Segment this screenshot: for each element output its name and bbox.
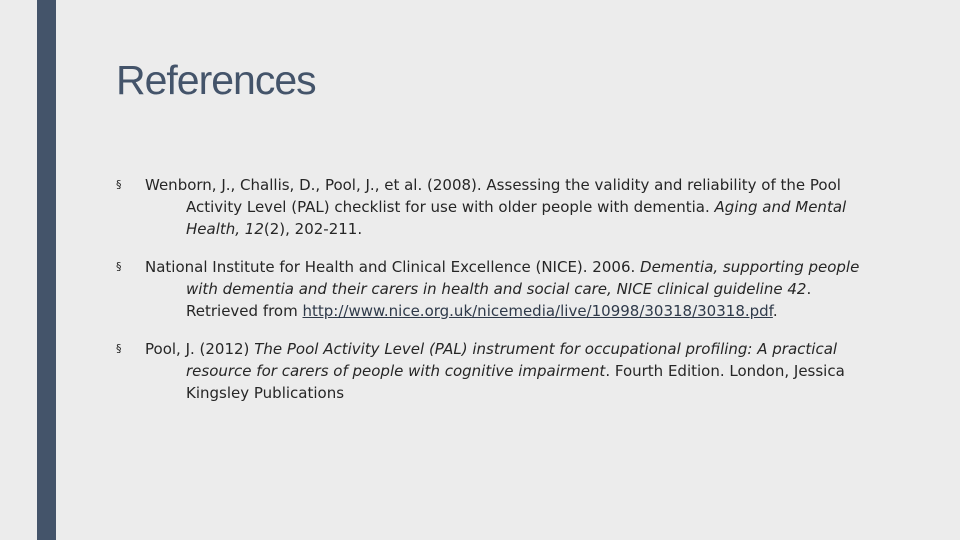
bullet-icon: § [116, 178, 122, 191]
side-accent-bar [37, 0, 56, 540]
reference-journal: Aging and Mental Health, 12 [186, 198, 847, 238]
reference-text: . [772, 302, 778, 320]
reference-item [116, 338, 876, 404]
reference-link[interactable]: http://www.nice.org.uk/nicemedia/live/10998/30318/30318.pdf [302, 302, 773, 320]
bullet-icon: § [116, 260, 122, 273]
reference-text: (2), 202-211. [263, 220, 363, 238]
reference-list [116, 174, 876, 420]
reference-text: . Fourth Edition. London, Jessica Kingsley Publications [186, 362, 845, 402]
reference-item [116, 174, 876, 240]
reference-text: National Institute for Health and Clinical Excellence (NICE). 2006. [145, 258, 641, 276]
bullet-icon: § [116, 342, 122, 355]
reference-text: . Retrieved from [186, 280, 812, 320]
slide-title: References [116, 57, 316, 103]
reference-text: Wenborn, J., Challis, D., Pool, J., et al. (2008). Assessing the validity and reliability of the Pool Activity Level (PAL) checklist for use with older people with dementia. [145, 176, 841, 216]
reference-title: The Pool Activity Level (PAL) instrument for occupational profiling: A practical resource for carers of people with cognitive impairment [186, 340, 838, 380]
reference-title: Dementia, supporting people with dementia and their carers in health and social care, NICE clinical guideline 42 [186, 258, 860, 298]
reference-text: Pool, J. (2012) [145, 340, 255, 358]
reference-item [116, 256, 876, 322]
